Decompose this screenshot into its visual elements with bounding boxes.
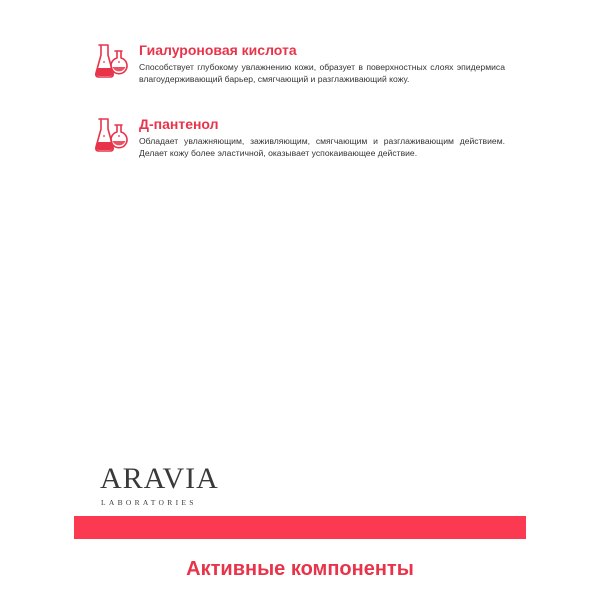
footer-title: Активные компоненты [186, 558, 414, 580]
lab-flasks-icon [94, 42, 130, 80]
ingredient-title: Д-пантенол [139, 116, 219, 132]
brand-name: ARAVIA [100, 462, 219, 495]
brand-logo [100, 462, 230, 512]
accent-band [74, 516, 526, 539]
ingredient-description: Обладает увлажняющим, заживляющим, смягчающим и разглаживающим действием. Делает кожу более эластичной, оказывает успокаивающее действие. [139, 136, 505, 158]
lab-flasks-icon [94, 116, 130, 154]
brand-subtitle: LABORATORIES [101, 498, 197, 507]
ingredient-title: Гиалуроновая кислота [139, 42, 297, 58]
ingredient-description: Способствует глубокому увлажнению кожи, образует в поверхностных слоях эпидермиса влагоудерживающий барьер, смягчающий и разглаживающий кожу. [139, 62, 505, 84]
